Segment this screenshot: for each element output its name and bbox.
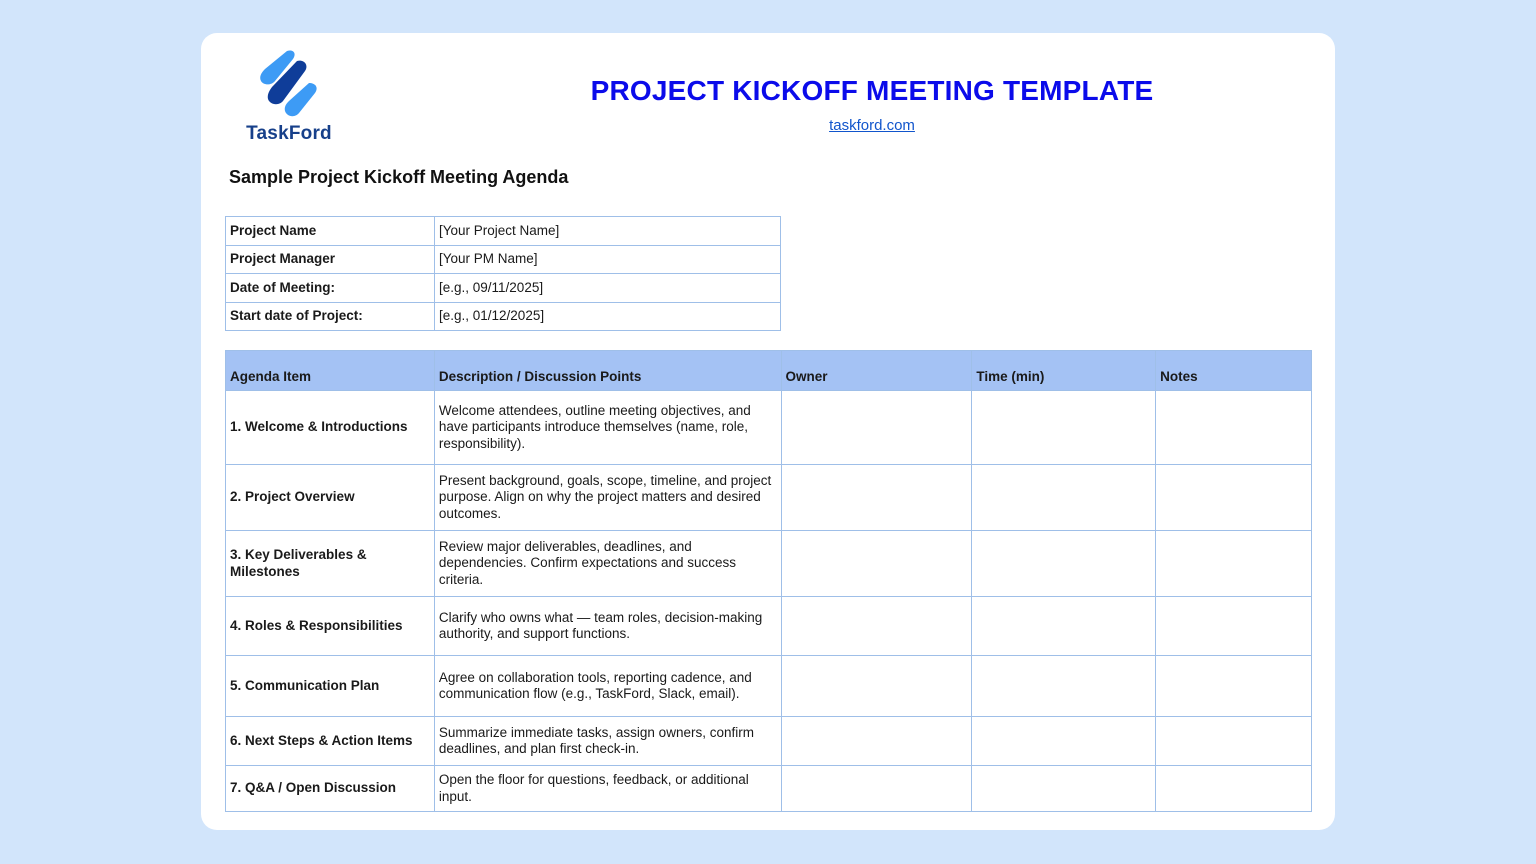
notes-cell[interactable] bbox=[1156, 597, 1312, 656]
column-header-time: Time (min) bbox=[972, 351, 1156, 391]
section-heading: Sample Project Kickoff Meeting Agenda bbox=[229, 167, 569, 187]
column-header-owner: Owner bbox=[781, 351, 972, 391]
info-value[interactable]: [Your Project Name] bbox=[435, 217, 781, 246]
info-label: Date of Meeting: bbox=[226, 274, 435, 303]
column-header-description: Description / Discussion Points bbox=[434, 351, 781, 391]
agenda-header-row bbox=[226, 351, 1312, 391]
time-cell[interactable] bbox=[972, 597, 1156, 656]
owner-cell[interactable] bbox=[781, 656, 972, 717]
owner-cell[interactable] bbox=[781, 766, 972, 812]
document-card bbox=[201, 33, 1335, 830]
time-cell[interactable] bbox=[972, 656, 1156, 717]
info-label: Project Manager bbox=[226, 245, 435, 274]
notes-cell[interactable] bbox=[1156, 531, 1312, 597]
info-row bbox=[226, 274, 781, 303]
notes-cell[interactable] bbox=[1156, 465, 1312, 531]
notes-cell[interactable] bbox=[1156, 656, 1312, 717]
agenda-item-cell: 2. Project Overview bbox=[226, 465, 435, 531]
owner-cell[interactable] bbox=[781, 465, 972, 531]
website-link-wrapper bbox=[501, 117, 1243, 134]
agenda-row bbox=[226, 656, 1312, 717]
time-cell[interactable] bbox=[972, 717, 1156, 766]
agenda-item-cell: 6. Next Steps & Action Items bbox=[226, 717, 435, 766]
info-label: Project Name bbox=[226, 217, 435, 246]
notes-cell[interactable] bbox=[1156, 717, 1312, 766]
taskford-logo-icon bbox=[257, 47, 321, 119]
agenda-row bbox=[226, 391, 1312, 465]
description-cell[interactable]: Summarize immediate tasks, assign owners, confirm deadlines, and plan first check-in. bbox=[434, 717, 781, 766]
description-cell[interactable]: Open the floor for questions, feedback, or additional input. bbox=[434, 766, 781, 812]
info-row bbox=[226, 302, 781, 331]
project-info-table bbox=[225, 216, 781, 331]
info-value[interactable]: [e.g., 09/11/2025] bbox=[435, 274, 781, 303]
notes-cell[interactable] bbox=[1156, 391, 1312, 465]
agenda-item-cell: 7. Q&A / Open Discussion bbox=[226, 766, 435, 812]
time-cell[interactable] bbox=[972, 766, 1156, 812]
owner-cell[interactable] bbox=[781, 531, 972, 597]
description-cell[interactable]: Present background, goals, scope, timeline, and project purpose. Align on why the project matters and desired outcomes. bbox=[434, 465, 781, 531]
agenda-row bbox=[226, 766, 1312, 812]
agenda-row bbox=[226, 465, 1312, 531]
description-cell[interactable]: Welcome attendees, outline meeting objectives, and have participants introduce themselves (name, role, responsibility). bbox=[434, 391, 781, 465]
agenda-row bbox=[226, 531, 1312, 597]
owner-cell[interactable] bbox=[781, 597, 972, 656]
info-row bbox=[226, 245, 781, 274]
description-cell[interactable]: Review major deliverables, deadlines, and dependencies. Confirm expectations and success criteria. bbox=[434, 531, 781, 597]
description-cell[interactable]: Agree on collaboration tools, reporting cadence, and communication flow (e.g., TaskFord, Slack, email). bbox=[434, 656, 781, 717]
info-value[interactable]: [e.g., 01/12/2025] bbox=[435, 302, 781, 331]
agenda-table bbox=[225, 350, 1312, 812]
agenda-item-cell: 3. Key Deliverables & Milestones bbox=[226, 531, 435, 597]
agenda-item-cell: 4. Roles & Responsibilities bbox=[226, 597, 435, 656]
info-label: Start date of Project: bbox=[226, 302, 435, 331]
info-value[interactable]: [Your PM Name] bbox=[435, 245, 781, 274]
time-cell[interactable] bbox=[972, 465, 1156, 531]
description-cell[interactable]: Clarify who owns what — team roles, decision-making authority, and support functions. bbox=[434, 597, 781, 656]
agenda-row bbox=[226, 597, 1312, 656]
time-cell[interactable] bbox=[972, 391, 1156, 465]
agenda-row bbox=[226, 717, 1312, 766]
time-cell[interactable] bbox=[972, 531, 1156, 597]
page-title: PROJECT KICKOFF MEETING TEMPLATE bbox=[590, 75, 1154, 106]
website-link[interactable]: taskford.com bbox=[829, 117, 915, 134]
brand-name: TaskFord bbox=[246, 123, 332, 144]
agenda-item-cell: 5. Communication Plan bbox=[226, 656, 435, 717]
owner-cell[interactable] bbox=[781, 717, 972, 766]
column-header-agenda-item: Agenda Item bbox=[226, 351, 435, 391]
notes-cell[interactable] bbox=[1156, 766, 1312, 812]
owner-cell[interactable] bbox=[781, 391, 972, 465]
agenda-item-cell: 1. Welcome & Introductions bbox=[226, 391, 435, 465]
brand-logo bbox=[241, 47, 337, 145]
info-row bbox=[226, 217, 781, 246]
column-header-notes: Notes bbox=[1156, 351, 1312, 391]
